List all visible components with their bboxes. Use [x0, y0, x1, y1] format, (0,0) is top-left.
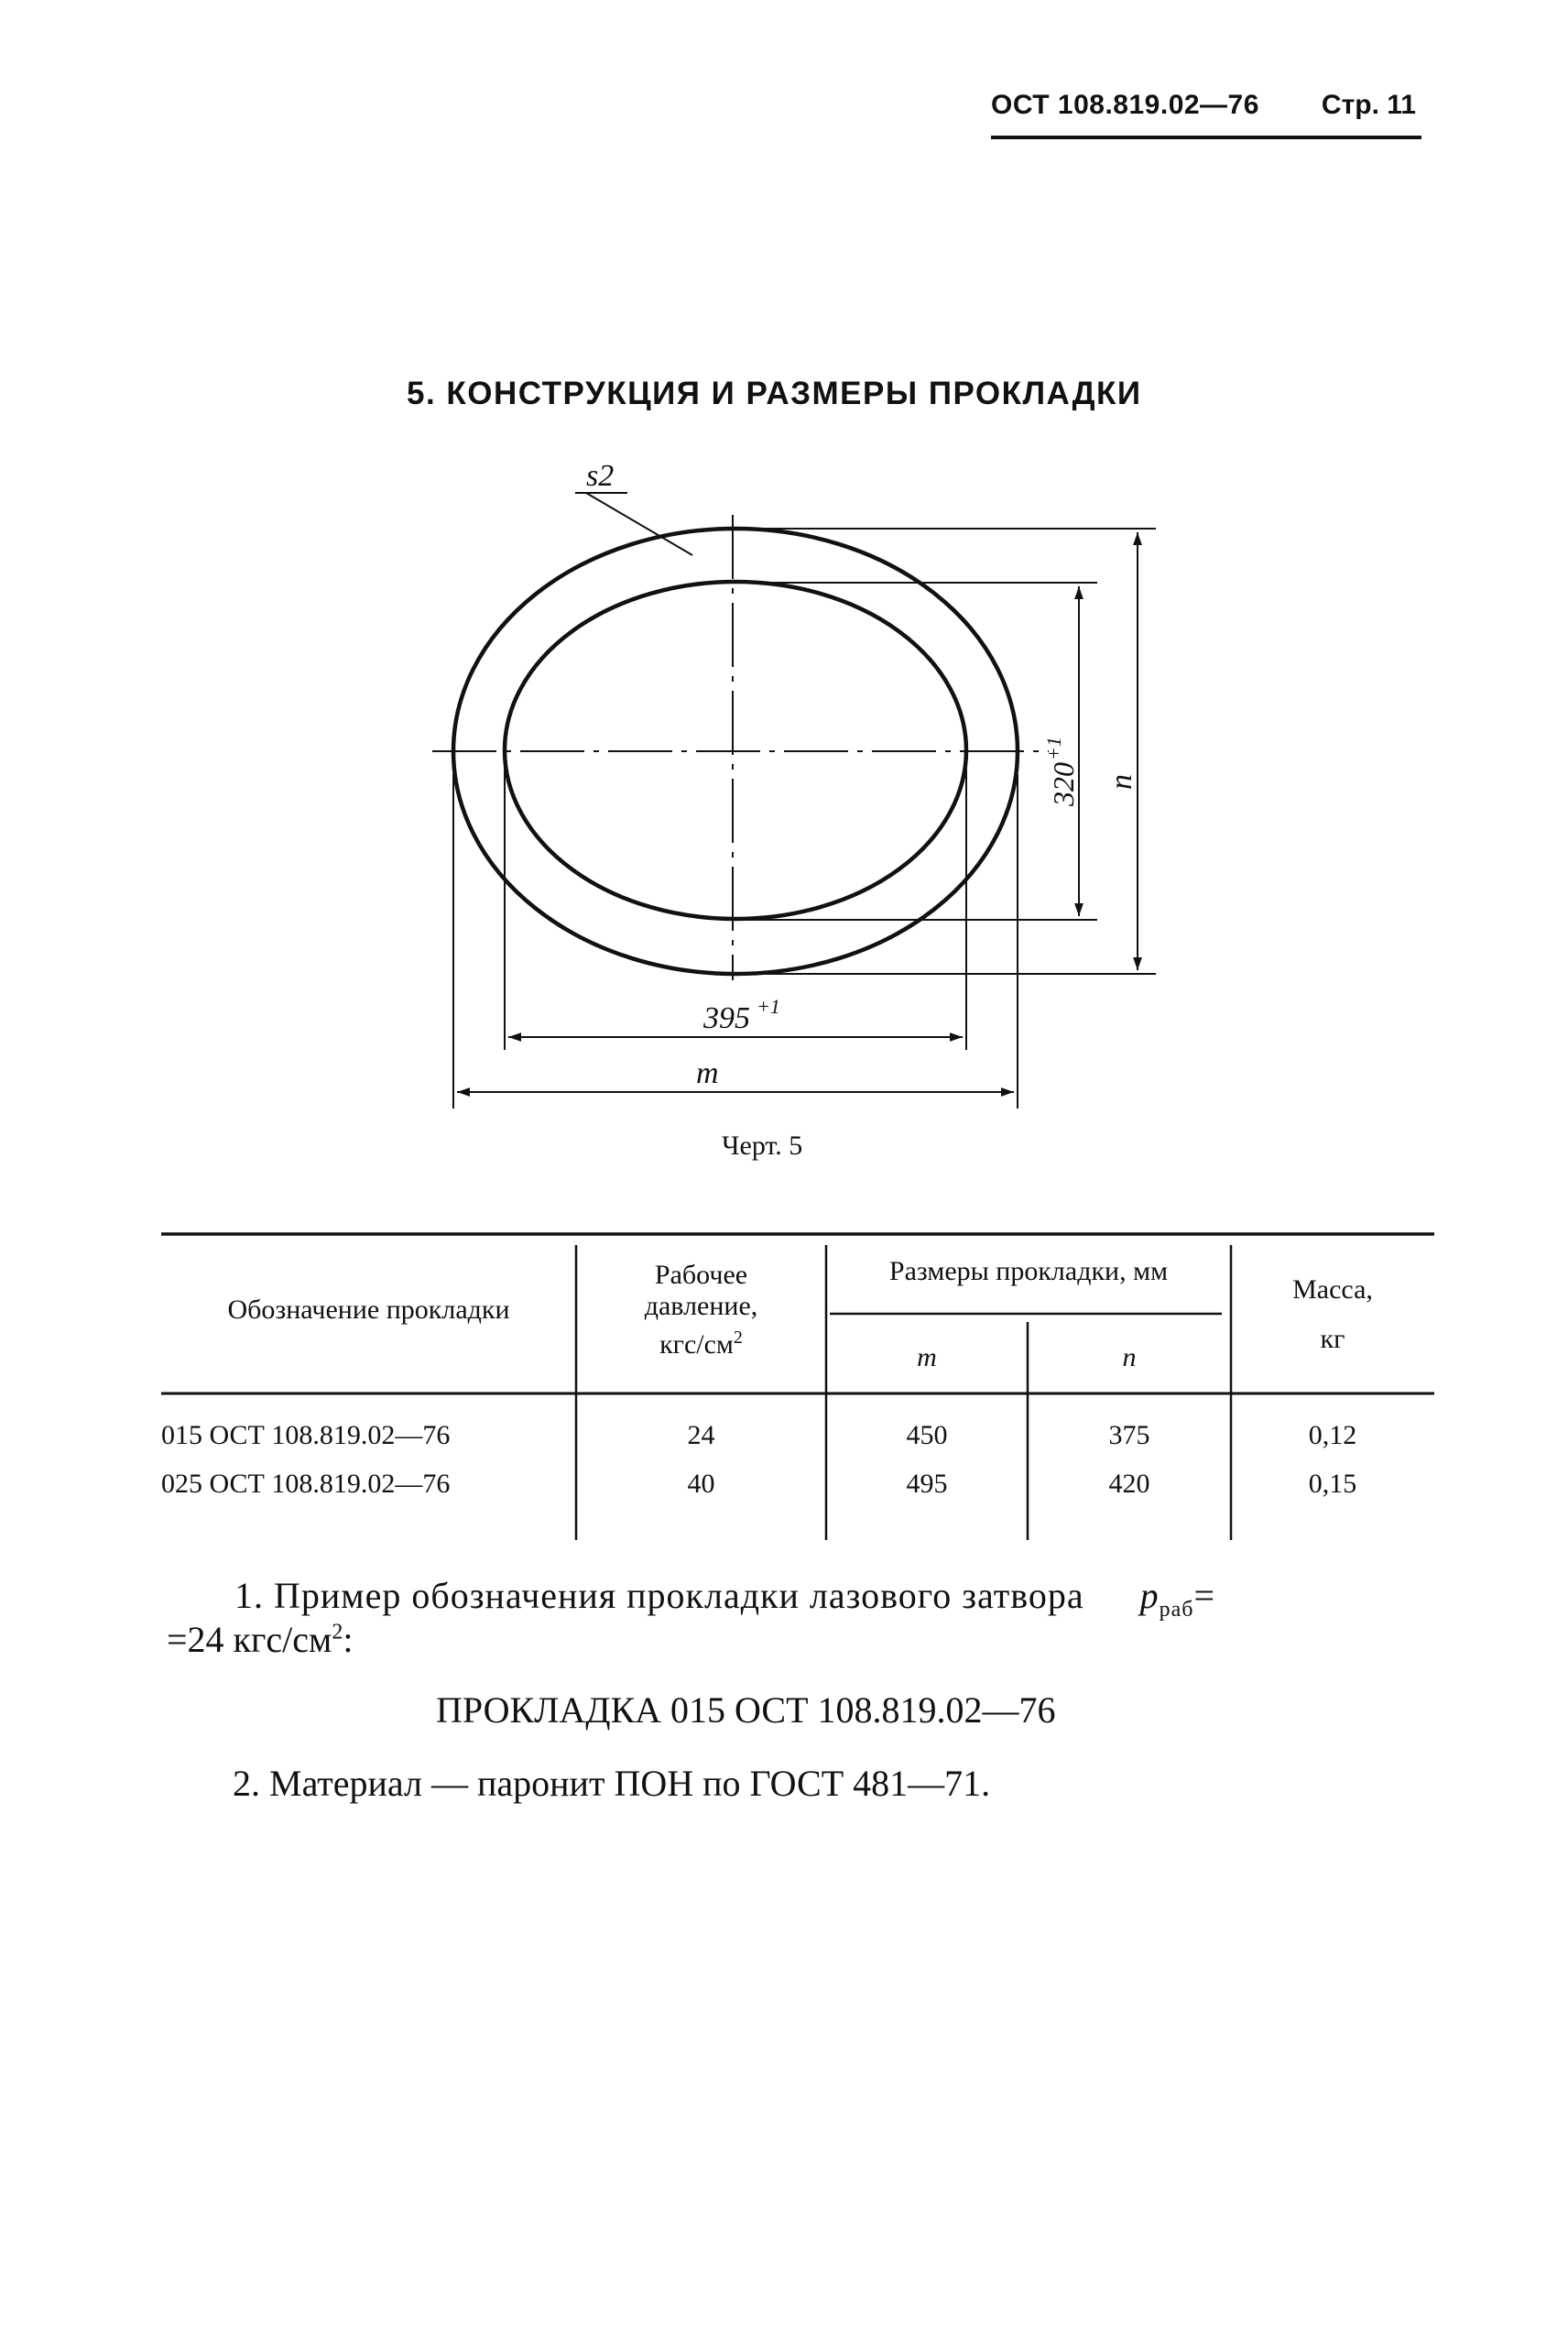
note-1-equals: =	[1193, 1575, 1216, 1616]
example-designation: ПРОКЛАДКА 015 ОСТ 108.819.02—76	[436, 1689, 1056, 1731]
header-pressure-line3	[576, 1322, 826, 1360]
note-1-p: p	[1139, 1575, 1160, 1616]
note-1-line2	[167, 1618, 353, 1661]
row2-mass: 0,15	[1308, 1469, 1357, 1499]
document-code: ОСТ 108.819.02—76	[991, 90, 1259, 120]
page-number: Стр. 11	[1321, 90, 1416, 120]
row2-n: 420	[1108, 1469, 1150, 1499]
header-m: m	[917, 1342, 937, 1372]
header-mass-line2: кг	[1320, 1324, 1345, 1354]
row1-mass: 0,12	[1308, 1420, 1357, 1450]
row2-pressure: 40	[687, 1469, 715, 1499]
row2-designation: 025 ОСТ 108.819.02—76	[161, 1469, 451, 1499]
header-mass-line1: Масса,	[1292, 1274, 1373, 1305]
row1-designation: 015 ОСТ 108.819.02—76	[161, 1420, 451, 1450]
note-1-p-sub: раб	[1159, 1598, 1194, 1622]
thickness-leader	[586, 493, 692, 555]
row1-m: 450	[906, 1420, 948, 1450]
header-pressure-unit-sup: 2	[733, 1327, 743, 1348]
header-pressure-line2: давление,	[644, 1291, 758, 1321]
outer-width-label: m	[696, 1056, 719, 1090]
header-sizes: Размеры прокладки, мм	[888, 1256, 1169, 1286]
note-1-line1	[234, 1574, 1215, 1622]
figure-caption: Черт. 5	[722, 1131, 803, 1161]
note-1-text: 1. Пример обозначения прокладки лазового затвора	[234, 1575, 1084, 1616]
section-title: 5. КОНСТРУКЦИЯ И РАЗМЕРЫ ПРОКЛАДКИ	[407, 376, 1142, 411]
header-pressure-unit: кгс/см	[659, 1329, 734, 1360]
gasket-table	[161, 1232, 1434, 1544]
row2-m: 495	[906, 1469, 948, 1499]
note-1-colon: :	[343, 1619, 354, 1660]
note-1-value-sup: 2	[332, 1620, 343, 1644]
thickness-label: s2	[586, 459, 615, 493]
row1-pressure: 24	[687, 1420, 715, 1450]
inner-height-tolerance: +1	[1042, 737, 1065, 760]
row1-n: 375	[1108, 1420, 1150, 1450]
outer-height-label: n	[1105, 774, 1138, 790]
note-1-value: =24 кгс/см	[167, 1619, 332, 1660]
inner-height-label: 320	[1047, 762, 1080, 806]
header-n: n	[1122, 1342, 1137, 1372]
header-pressure-line1: Рабочее	[654, 1260, 748, 1290]
inner-width-label: 395	[703, 1001, 750, 1035]
inner-width-tolerance: +1	[757, 995, 780, 1018]
note-2: 2. Материал — паронит ПОН по ГОСТ 481—71.	[233, 1763, 991, 1804]
note-1-pressure-symbol	[1139, 1575, 1216, 1622]
gasket-drawing	[0, 0, 1568, 1136]
header-designation: Обозначение прокладки	[227, 1295, 510, 1325]
